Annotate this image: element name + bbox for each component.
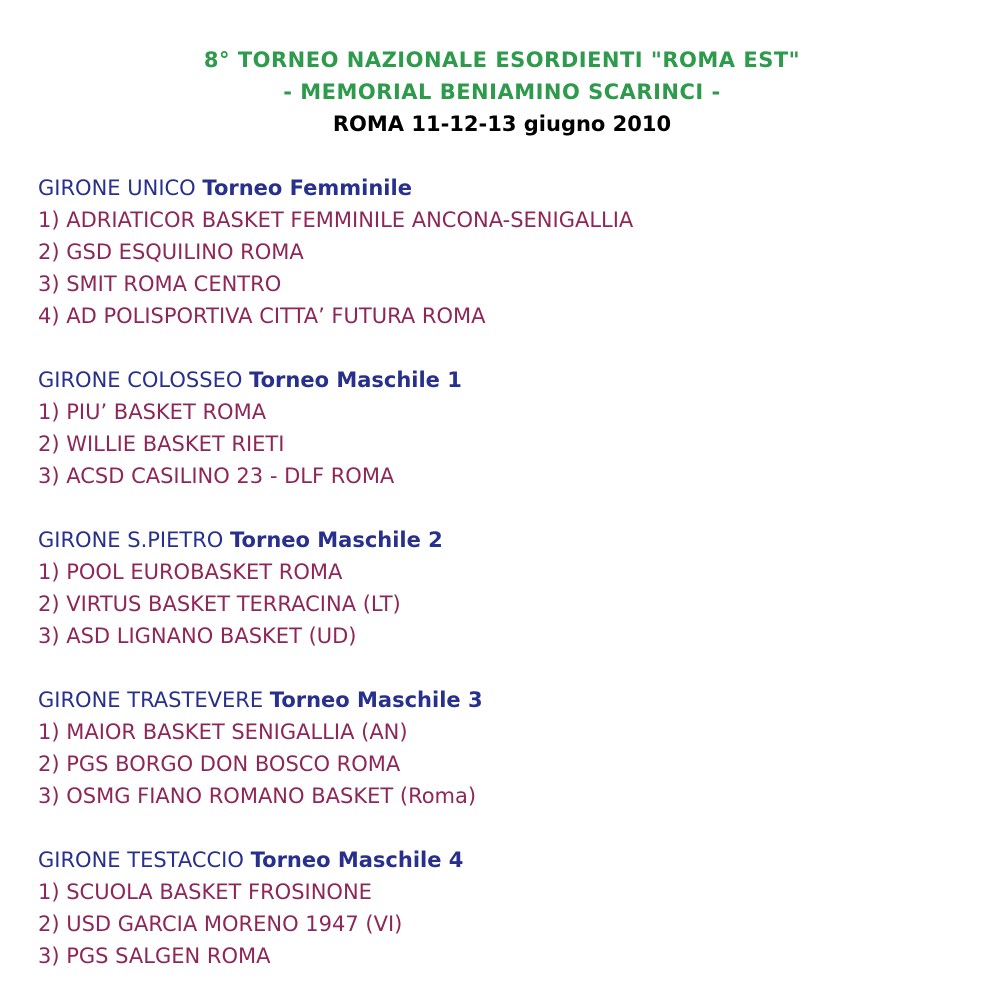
team-item: 3) SMIT ROMA CENTRO: [38, 272, 282, 296]
team-item: 3) ACSD CASILINO 23 - DLF ROMA: [38, 464, 395, 488]
group-unico: [38, 172, 978, 332]
team-item: 1) SCUOLA BASKET FROSINONE: [38, 880, 372, 904]
group-torneo: Torneo Maschile 1: [249, 368, 462, 392]
team-item: 1) ADRIATICOR BASKET FEMMINILE ANCONA-SENIGALLIA: [38, 208, 634, 232]
group-header: [38, 684, 978, 716]
group-name: GIRONE TRASTEVERE: [38, 688, 264, 712]
team-item: 3) PGS SALGEN ROMA: [38, 944, 271, 968]
group-header: [38, 844, 978, 876]
group-torneo: Torneo Femminile: [202, 176, 412, 200]
group-header: [38, 172, 978, 204]
tournament-title: 8° TORNEO NAZIONALE ESORDIENTI "ROMA EST": [203, 48, 801, 72]
team-item: 2) PGS BORGO DON BOSCO ROMA: [38, 752, 401, 776]
group-name: GIRONE COLOSSEO: [38, 368, 243, 392]
team-item: 2) USD GARCIA MORENO 1947 (VI): [38, 912, 403, 936]
team-item: 3) ASD LIGNANO BASKET (UD): [38, 624, 357, 648]
title-block: [0, 44, 1004, 140]
memorial-subtitle: - MEMORIAL BENIAMINO SCARINCI -: [283, 80, 721, 104]
group-torneo: Torneo Maschile 2: [230, 528, 443, 552]
group-header: [38, 364, 978, 396]
team-item: 2) GSD ESQUILINO ROMA: [38, 240, 304, 264]
group-name: GIRONE UNICO: [38, 176, 196, 200]
team-item: 1) PIU’ BASKET ROMA: [38, 400, 267, 424]
team-item: 2) WILLIE BASKET RIETI: [38, 432, 285, 456]
group-name: GIRONE S.PIETRO: [38, 528, 224, 552]
group-spietro: [38, 524, 978, 652]
group-colosseo: [38, 364, 978, 492]
group-testaccio: [38, 844, 978, 972]
event-date: ROMA 11-12-13 giugno 2010: [332, 112, 672, 136]
group-torneo: Torneo Maschile 4: [250, 848, 464, 872]
team-item: 1) MAIOR BASKET SENIGALLIA (AN): [38, 720, 408, 744]
group-name: GIRONE TESTACCIO: [38, 848, 244, 872]
group-torneo: Torneo Maschile 3: [269, 688, 483, 712]
groups-list: [38, 172, 978, 1004]
group-trastevere: [38, 684, 978, 812]
team-item: 2) VIRTUS BASKET TERRACINA (LT): [38, 592, 401, 616]
team-item: 1) POOL EUROBASKET ROMA: [38, 560, 343, 584]
team-item: 4) AD POLISPORTIVA CITTA’ FUTURA ROMA: [38, 304, 486, 328]
group-header: [38, 524, 978, 556]
team-item: 3) OSMG FIANO ROMANO BASKET (Roma): [38, 784, 477, 808]
